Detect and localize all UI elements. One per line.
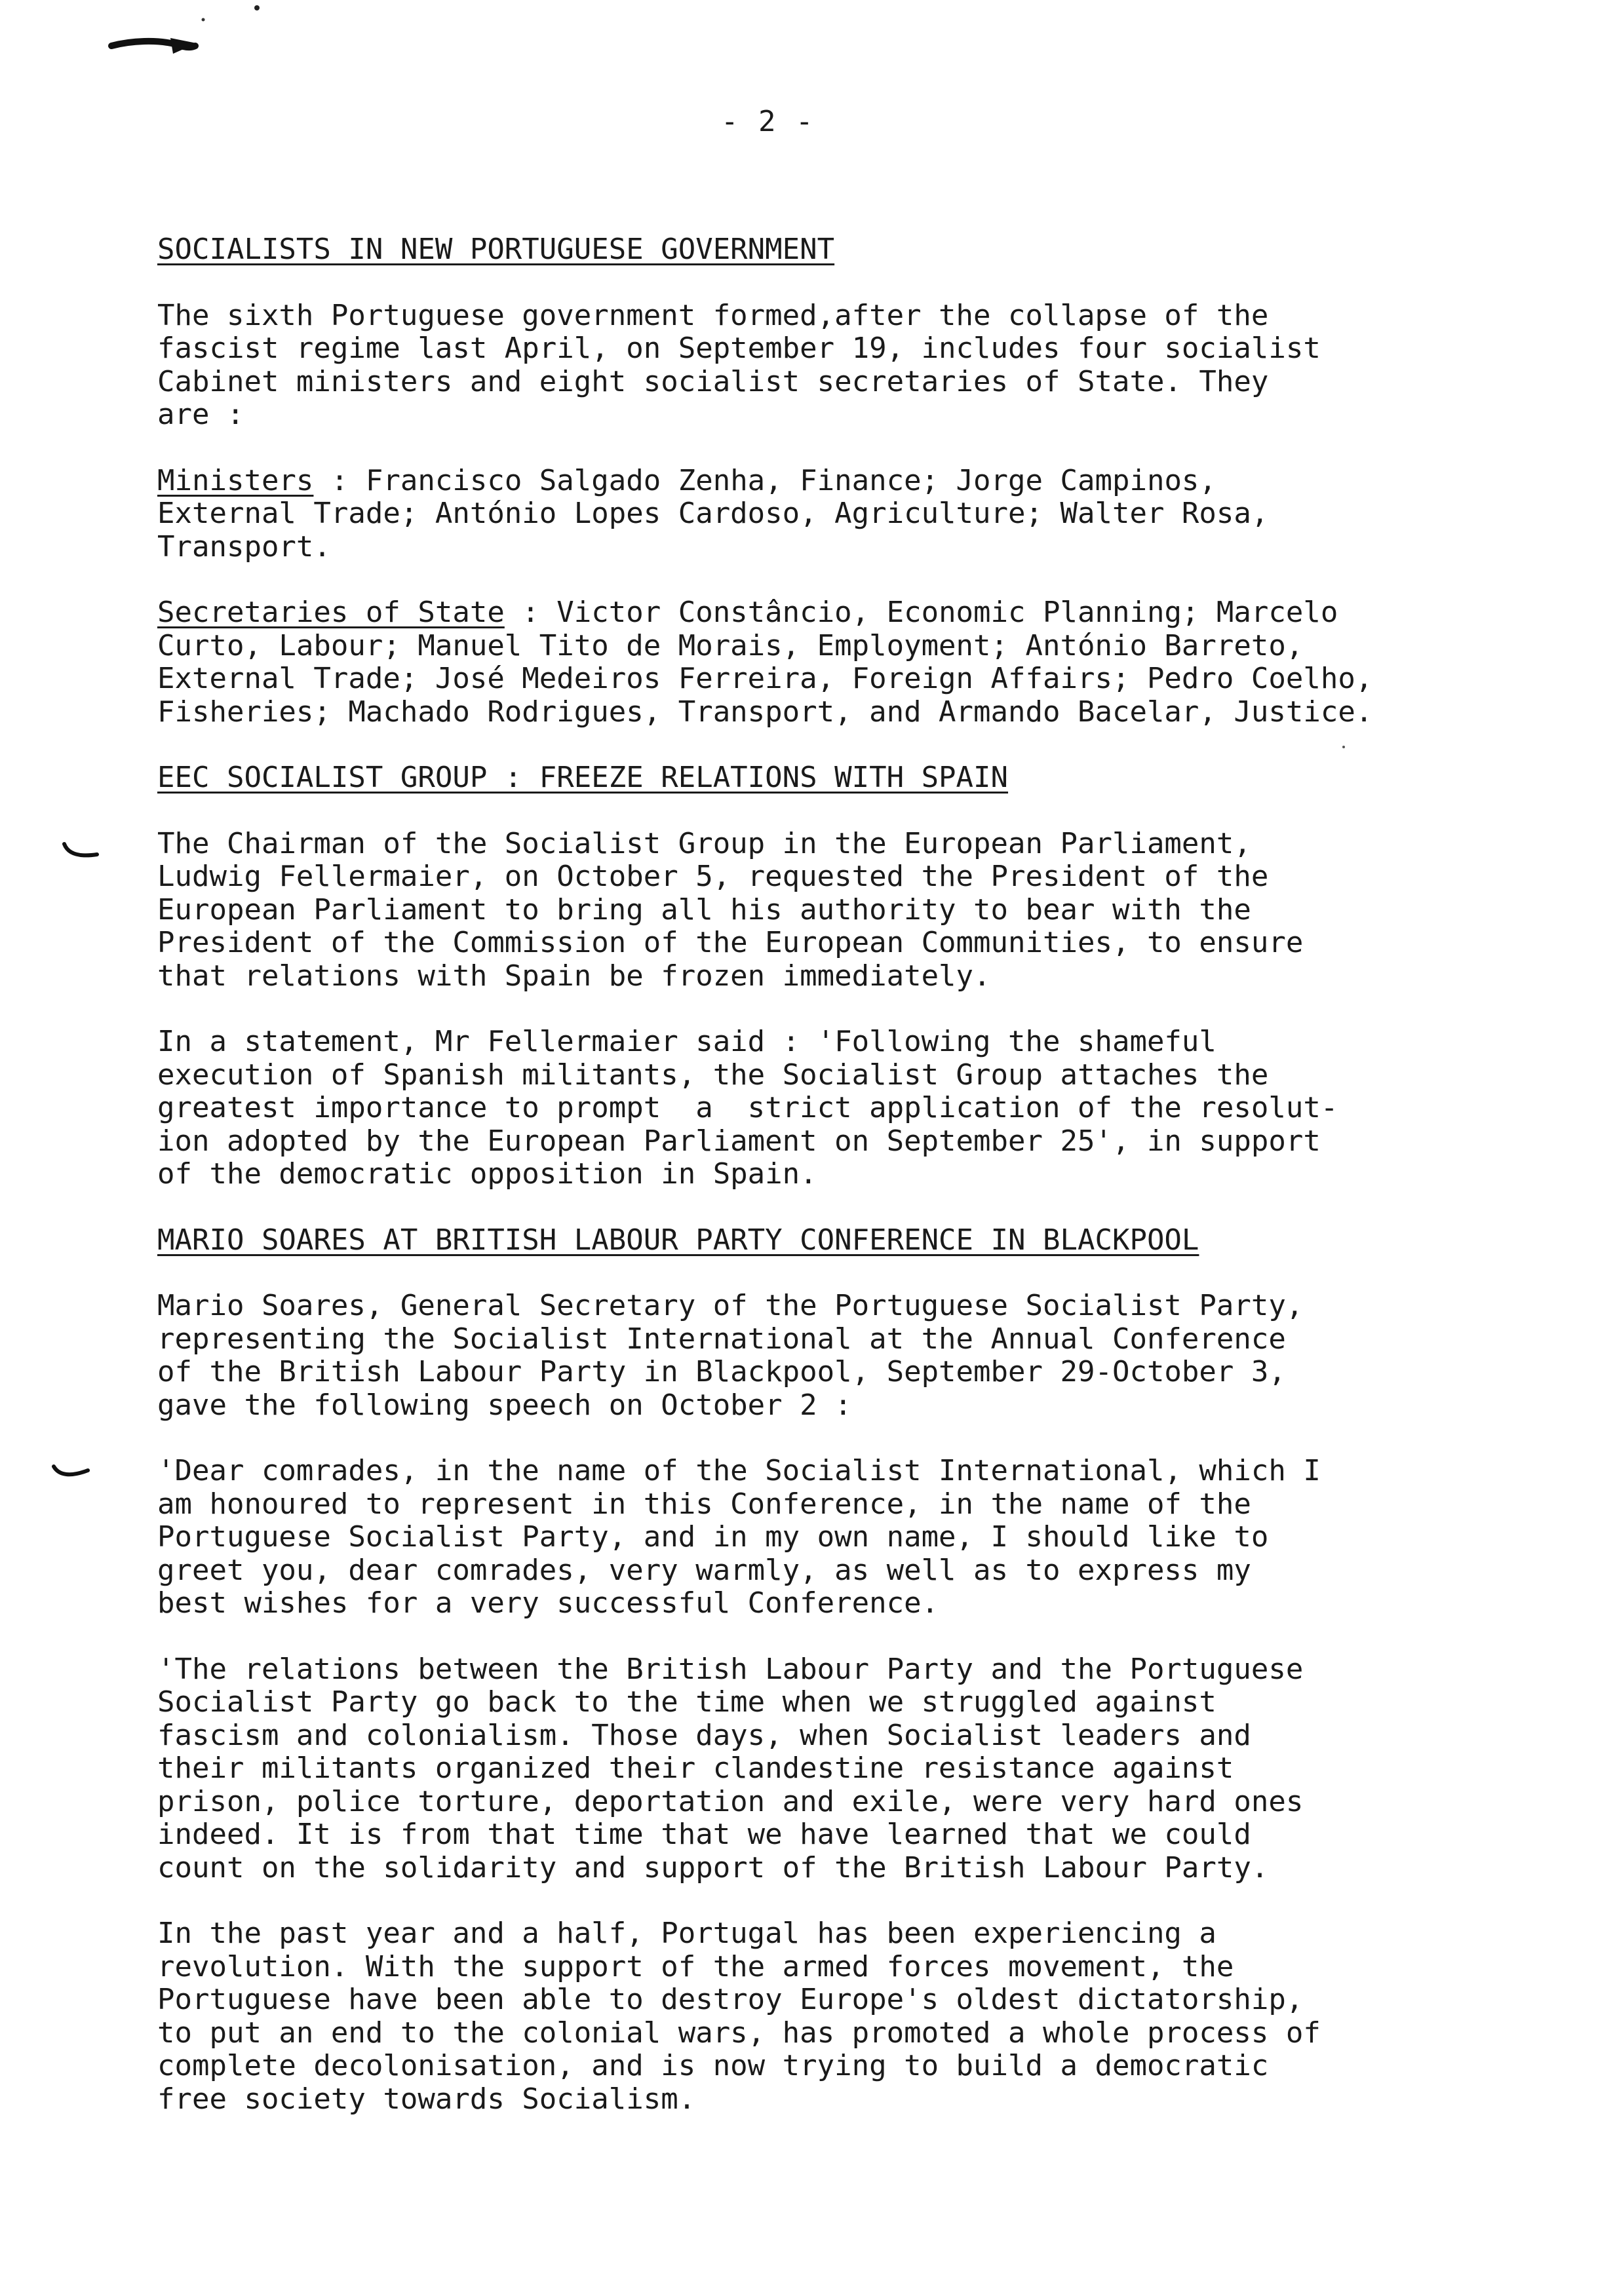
margin-tick-mark xyxy=(50,1461,96,1487)
paragraph-secretaries xyxy=(157,596,1553,729)
text-line: that relations with Spain be frozen immediately. xyxy=(157,959,991,993)
text-line: Fisheries; Machado Rodrigues, Transport, and Armando Bacelar, Justice. xyxy=(157,695,1373,729)
text-line: their militants organized their clandestine resistance against xyxy=(157,1751,1234,1785)
text-line: indeed. It is from that time that we have learned that we could xyxy=(157,1818,1251,1851)
paragraph-ministers xyxy=(157,465,1553,564)
section-heading: EEC SOCIALIST GROUP : FREEZE RELATIONS WITH SPAIN xyxy=(157,761,1009,794)
paragraph xyxy=(157,1455,1553,1620)
paragraph xyxy=(157,828,1553,993)
section-eec-spain xyxy=(157,761,1553,1191)
text-line: Portuguese have been able to destroy Europe's oldest dictatorship, xyxy=(157,1983,1304,2016)
text-line: am honoured to represent in this Conference, in the name of the xyxy=(157,1487,1251,1521)
text-line: The sixth Portuguese government formed,after the collapse of the xyxy=(157,298,1269,332)
paragraph xyxy=(157,1025,1553,1191)
paragraph xyxy=(157,299,1553,432)
secretaries-label: Secretaries of State xyxy=(157,596,505,629)
text-fragment: : Francisco Salgado Zenha, Finance; Jorge Campinos, xyxy=(313,463,1216,497)
text-line: complete decolonisation, and is now trying to build a democratic xyxy=(157,2049,1269,2082)
section-portuguese-government xyxy=(157,233,1553,729)
text-line: In the past year and a half, Portugal has been experiencing a xyxy=(157,1917,1216,1950)
section-heading: SOCIALISTS IN NEW PORTUGUESE GOVERNMENT xyxy=(157,233,835,266)
text-line: of the democratic opposition in Spain. xyxy=(157,1157,817,1191)
text-line: fascist regime last April, on September 19, includes four socialist xyxy=(157,332,1321,365)
paragraph xyxy=(157,1290,1553,1422)
text-line: The Chairman of the Socialist Group in the European Parliament, xyxy=(157,826,1251,860)
text-line: of the British Labour Party in Blackpool, September 29-October 3, xyxy=(157,1355,1286,1388)
text-line: revolution. With the support of the armed forces movement, the xyxy=(157,1949,1234,1983)
section-heading: MARIO SOARES AT BRITISH LABOUR PARTY CONFERENCE IN BLACKPOOL xyxy=(157,1223,1199,1257)
text-line: Socialist Party go back to the time when we struggled against xyxy=(157,1685,1216,1719)
ministers-label: Ministers xyxy=(157,463,314,497)
ink-smudge-mark xyxy=(105,0,275,66)
text-line: representing the Socialist International at the Annual Conference xyxy=(157,1322,1286,1356)
text-line: fascism and colonialism. Those days, when Socialist leaders and xyxy=(157,1718,1251,1752)
paragraph xyxy=(157,1917,1553,2116)
text-line: 'Dear comrades, in the name of the Socialist International, which I xyxy=(157,1454,1321,1487)
text-line: ion adopted by the European Parliament on September 25', in support xyxy=(157,1124,1321,1158)
text-line: to put an end to the colonial wars, has promoted a whole process of xyxy=(157,2016,1321,2050)
text-line: Transport. xyxy=(157,529,331,564)
text-line: best wishes for a very successful Conference. xyxy=(157,1586,939,1620)
text-line: prison, police torture, deportation and exile, were very hard ones xyxy=(157,1784,1304,1818)
text-line: Cabinet ministers and eight socialist secretaries of State. They xyxy=(157,364,1269,398)
text-line xyxy=(157,596,1553,630)
text-line: Mario Soares, General Secretary of the Portuguese Socialist Party, xyxy=(157,1289,1304,1322)
text-line: greatest importance to prompt a strict application of the resolut- xyxy=(157,1091,1338,1124)
text-line: Ludwig Fellermaier, on October 5, requested the President of the xyxy=(157,860,1269,893)
text-line: free society towards Socialism. xyxy=(157,2082,696,2116)
text-line: External Trade; António Lopes Cardoso, Agriculture; Walter Rosa, xyxy=(157,497,1269,530)
margin-tick-mark xyxy=(60,840,106,866)
text-line: count on the solidarity and support of the British Labour Party. xyxy=(157,1850,1269,1885)
text-line: European Parliament to bring all his authority to bear with the xyxy=(157,892,1251,927)
text-line: Portuguese Socialist Party, and in my own name, I should like to xyxy=(157,1520,1269,1554)
text-line xyxy=(157,465,1553,498)
page-number: - 2 - xyxy=(721,105,815,138)
text-line: President of the Commission of the European Communities, to ensure xyxy=(157,926,1304,959)
text-line: execution of Spanish militants, the Socialist Group attaches the xyxy=(157,1058,1269,1092)
text-line: greet you, dear comrades, very warmly, as well as to express my xyxy=(157,1553,1251,1587)
text-line: In a statement, Mr Fellermaier said : 'Following the shameful xyxy=(157,1025,1216,1058)
text-line: gave the following speech on October 2 : xyxy=(157,1388,852,1422)
text-line: External Trade; José Medeiros Ferreira, Foreign Affairs; Pedro Coelho, xyxy=(157,662,1373,695)
text-fragment: : Victor Constâncio, Economic Planning; Marcelo xyxy=(504,596,1338,629)
text-line: Curto, Labour; Manuel Tito de Morais, Employment; António Barreto, xyxy=(157,628,1304,662)
document-body xyxy=(157,233,1553,2149)
paragraph xyxy=(157,1653,1553,1885)
section-soares-blackpool xyxy=(157,1224,1553,2116)
text-line: 'The relations between the British Labour Party and the Portuguese xyxy=(157,1652,1304,1686)
text-line: are : xyxy=(157,398,244,431)
